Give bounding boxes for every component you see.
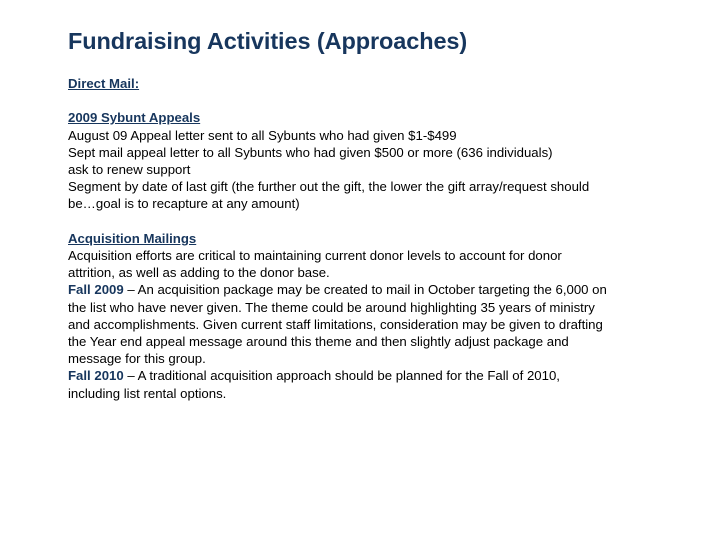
sybunt-line: Segment by date of last gift (the further out the gift, the lower the gift array/request should (68, 179, 590, 195)
slide-title: Fundraising Activities (Approaches) (68, 28, 468, 54)
fall-2009-line: and accomplishments. Given current staff limitations, consideration may be given to drafting (68, 316, 603, 332)
fall-2009-label: Fall 2009 (68, 282, 124, 298)
fall-2009-paragraph (68, 281, 668, 298)
fall-2009-text: – An acquisition package may be created to mail in October targeting the 6,000 on (123, 282, 607, 298)
fall-2009-line: the Year end appeal message around this theme and then slightly adjust package and (68, 334, 569, 350)
fall-2010-paragraph (68, 367, 668, 384)
acquisition-line: attrition, as well as adding to the donor base. (68, 265, 330, 281)
fall-2009-line: message for this group. (68, 351, 206, 367)
sybunt-line: August 09 Appeal letter sent to all Sybunts who had given $1-$499 (68, 127, 457, 143)
acquisition-line: Acquisition efforts are critical to maintaining current donor levels to account for donor (68, 248, 562, 263)
fall-2010-label: Fall 2010 (68, 368, 124, 384)
slide-body (68, 75, 668, 402)
spacer (68, 92, 668, 109)
spacer (68, 213, 668, 230)
fall-2009-line: the list who have never given. The theme could be around highlighting 35 years of ministry (68, 299, 595, 315)
sybunt-appeals-heading: 2009 Sybunt Appeals (68, 110, 201, 126)
sybunt-line: be…goal is to recapture at any amount) (68, 196, 300, 212)
direct-mail-heading: Direct Mail: (68, 76, 140, 91)
sybunt-line: Sept mail appeal letter to all Sybunts who had given $500 or more (636 individuals) (68, 144, 553, 160)
acquisition-mailings-heading: Acquisition Mailings (68, 230, 197, 246)
fall-2010-text: – A traditional acquisition approach should be planned for the Fall of 2010, (123, 368, 560, 384)
sybunt-line: ask to renew support (68, 162, 191, 177)
fall-2010-line: including list rental options. (68, 385, 227, 401)
